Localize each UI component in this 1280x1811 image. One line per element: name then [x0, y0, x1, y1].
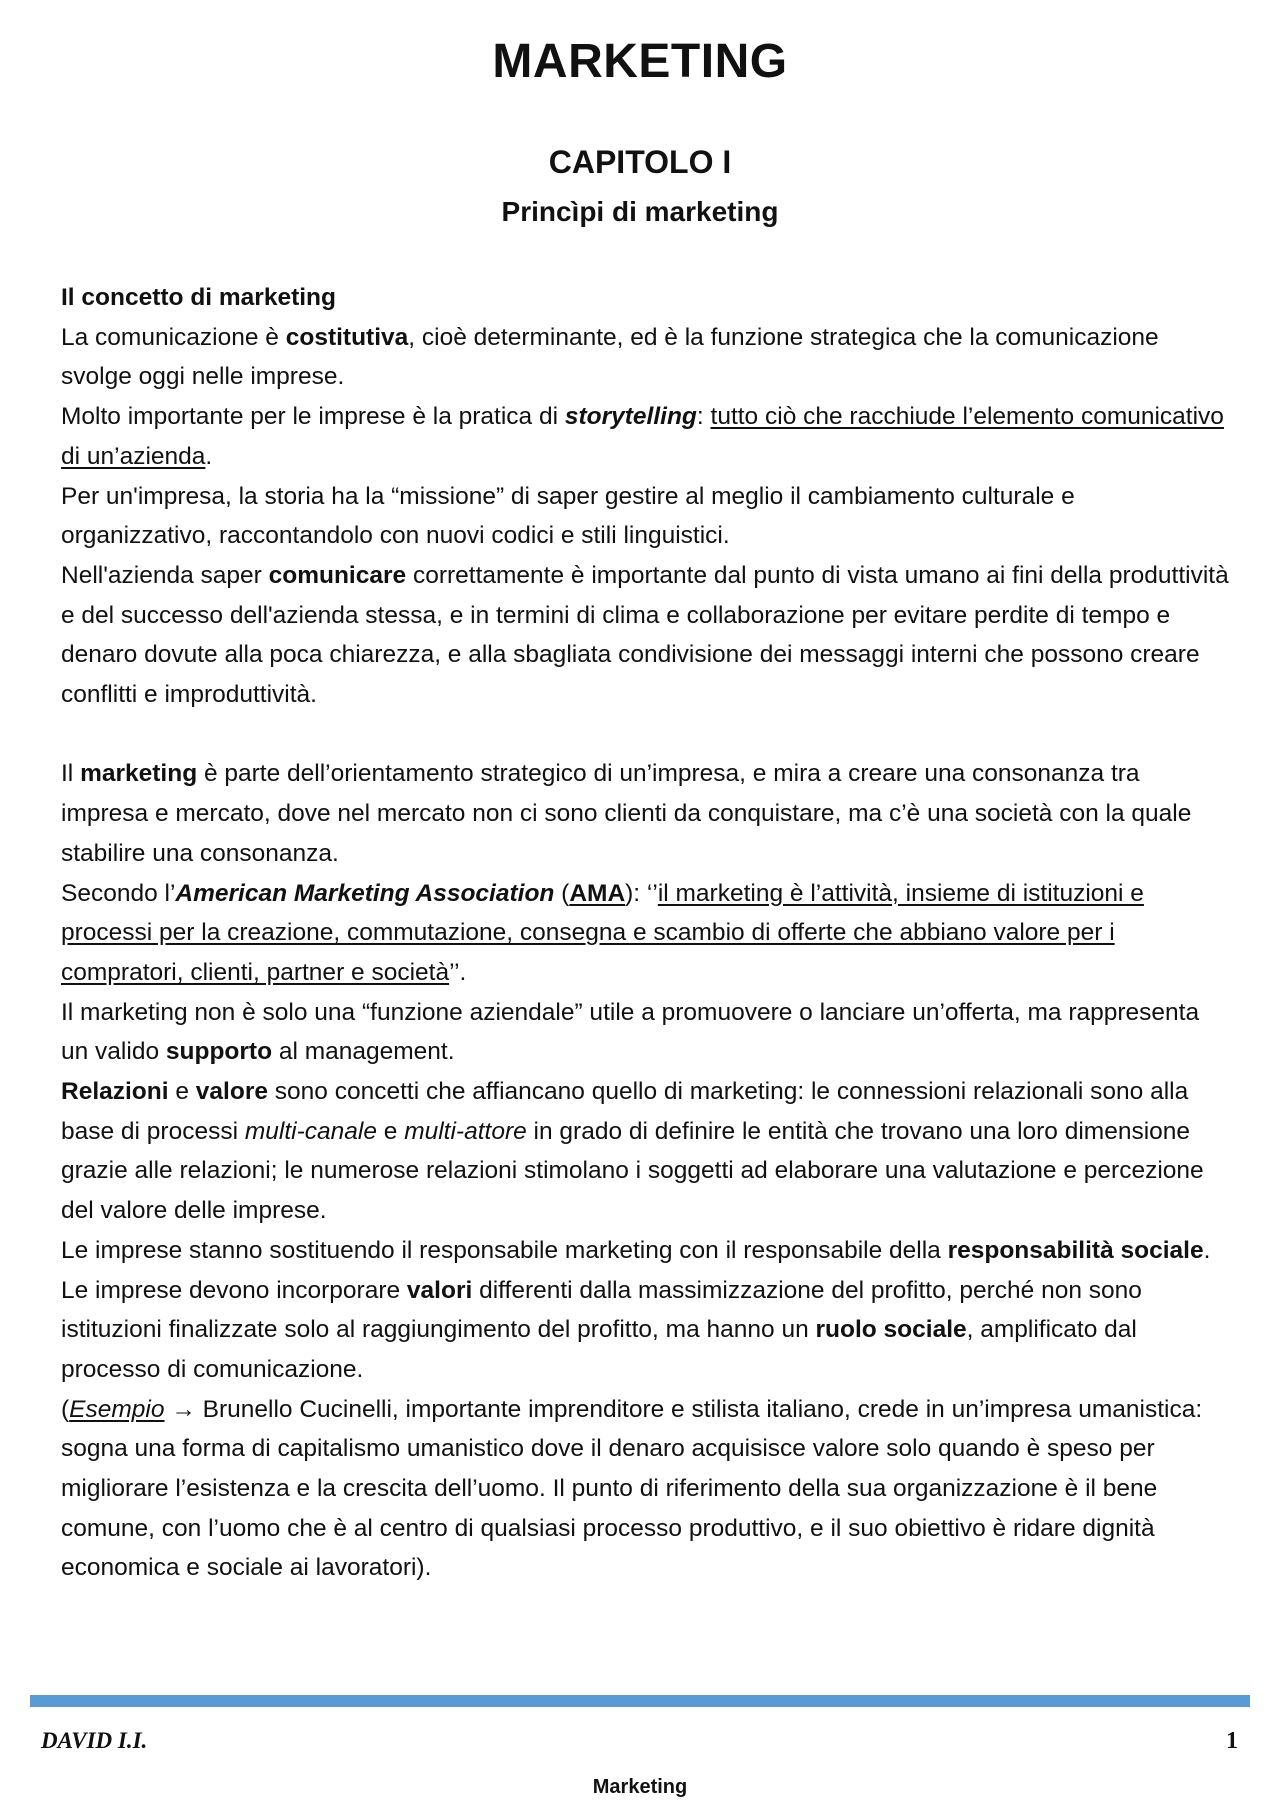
- paragraph-11-example: (Esempio → Brunello Cucinelli, importante imprenditore e stilista italiano, crede in un’impresa umanistica: sogna una forma di capitalismo umanistico dove il denaro acquisisce valore solo quando è speso per migliorare l’esistenza e la crescita dell’uomo. Il punto di riferimento della sua organizzazione è il bene comune, con l’uomo che è al centro di qualsiasi processo produttivo, e il suo obiettivo è ridare dignità economica e sociale ai lavoratori).: [61, 1395, 1203, 1582]
- page-number: 1: [1226, 1728, 1238, 1754]
- paragraph-10: Le imprese devono incorporare valori differenti dalla massimizzazione del profitto, perché non sono istituzioni finalizzate solo al raggiungimento del profitto, ma hanno un ruolo sociale, amplificato dal processo di comunicazione.: [61, 1276, 1142, 1383]
- paragraph-9: Le imprese stanno sostituendo il responsabile marketing con il responsabile della responsabilità sociale.: [61, 1236, 1211, 1264]
- chapter-subtitle: Princìpi di marketing: [501, 196, 779, 227]
- paragraph-6-ama-definition: Secondo l’American Marketing Association (AMA): ‘’il marketing è l’attività, insieme di istituzioni e processi per la creazione, commutazione, consegna e scambio di offerte che abbiano valore per i compratori, clienti, partner e società’’.: [61, 879, 1144, 986]
- paragraph-8: Relazioni e valore sono concetti che affiancano quello di marketing: le connessioni relazionali sono alla base di processi multi-canale e multi-attore in grado di definire le entità che trovano una loro dimensione grazie alle relazioni; le numerose relazioni stimolano i soggetti ad elaborare una valutazione e percezione del valore delle imprese.: [61, 1078, 1204, 1225]
- paragraph-2: Molto importante per le imprese è la pratica di storytelling: tutto ciò che racchiude l’elemento comunicativo di un’azienda.: [61, 403, 1224, 470]
- footer-author: DAVID I.I.: [41, 1728, 148, 1753]
- paragraph-5: Il marketing è parte dell’orientamento strategico di un’impresa, e mira a creare una consonanza tra impresa e mercato, dove nel mercato non ci sono clienti da conquistare, ma c’è una società con la quale stabilire una consonanza.: [61, 760, 1192, 867]
- paragraph-4: Nell'azienda saper comunicare correttamente è importante dal punto di vista umano ai fini della produttività e del successo dell'azienda stessa, e in termini di clima e collaborazione per evitare perdite di tempo e denaro dovute alla poca chiarezza, e alla sbagliata condivisione dei messaggi interni che possono creare conflitti e improduttività.: [61, 561, 1229, 709]
- chapter-heading: CAPITOLO I: [548, 144, 732, 180]
- body-text: [61, 278, 1231, 1588]
- running-title: Marketing: [592, 1776, 688, 1798]
- paragraph-spacer: [61, 715, 1231, 755]
- paragraph-7: Il marketing non è solo una “funzione aziendale” utile a promuovere o lanciare un’offerta, ma rappresenta un valido supporto al management.: [61, 998, 1200, 1066]
- section-heading: Il concetto di marketing: [61, 284, 336, 311]
- paragraph-3: Per un'impresa, la storia ha la “missione” di saper gestire al meglio il cambiamento culturale e organizzativo, raccontandolo con nuovi codici e stili linguistici.: [61, 482, 1075, 550]
- paragraph-1: La comunicazione è costitutiva, cioè determinante, ed è la funzione strategica che la comunicazione svolge oggi nelle imprese.: [61, 323, 1159, 391]
- arrow-right-icon: →: [171, 1395, 196, 1423]
- footer-rule: [30, 1695, 1250, 1707]
- document-title: MARKETING: [492, 35, 788, 88]
